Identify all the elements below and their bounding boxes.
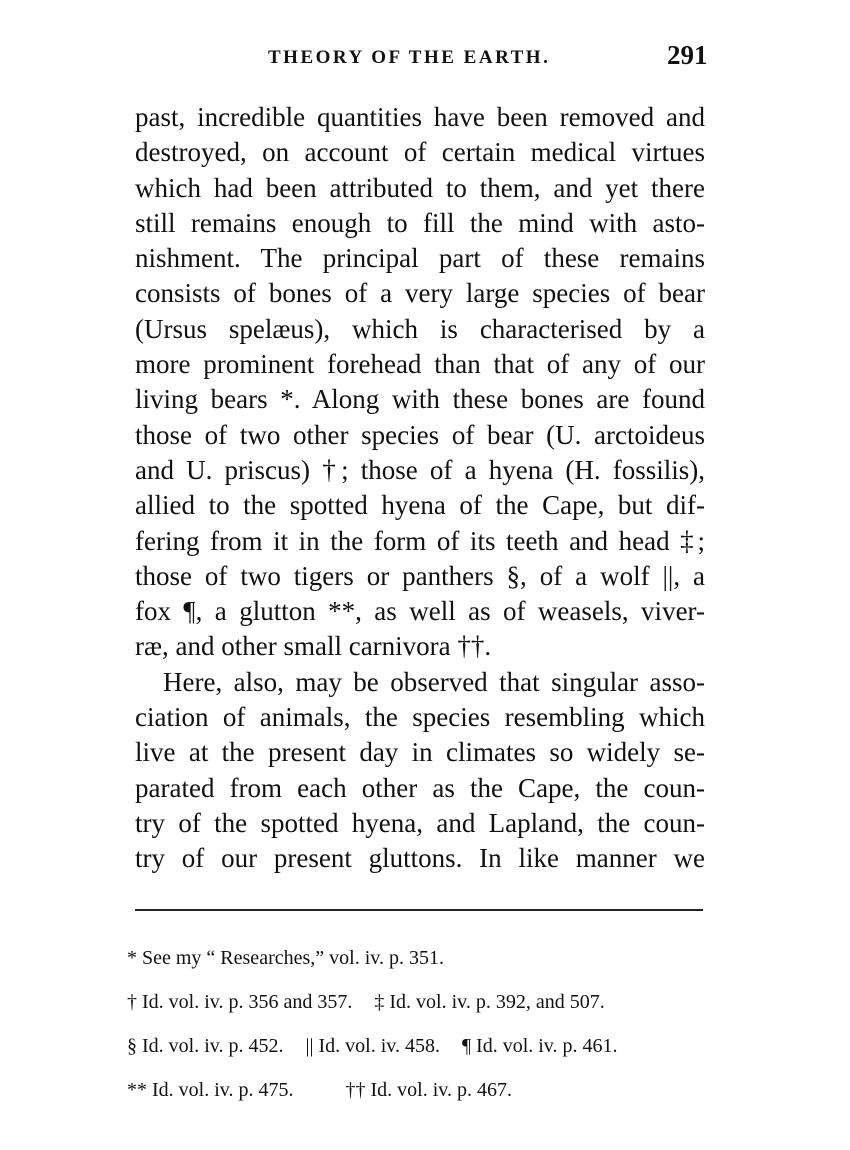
footnote: || Id. vol. iv. 458. — [305, 1035, 440, 1057]
text-line: allied to the spotted hyena of the Cape, but dif- — [135, 490, 705, 521]
footnotes — [127, 941, 727, 1117]
text-line: destroyed, on account of certain medical virtues — [135, 137, 705, 168]
footnote: ‡ Id. vol. iv. p. 392, and 507. — [374, 991, 605, 1013]
paragraph-first-line: Here, also, may be observed that singular asso- — [163, 666, 705, 697]
footnote: § Id. vol. iv. p. 452. — [127, 1035, 284, 1057]
text-line: live at the present day in climates so widely se- — [135, 737, 705, 768]
text-line: fox ¶, a glutton **, as well as of weasels, viver- — [135, 596, 705, 627]
text-line: those of two tigers or panthers §, of a wolf ||, a — [135, 560, 705, 591]
text-line: living bears *. Along with these bones are found — [135, 384, 705, 415]
text-line: parated from each other as the Cape, the coun- — [135, 772, 705, 803]
footnote-line — [127, 941, 727, 985]
text-line: (Ursus spelæus), which is characterised by a — [135, 313, 705, 344]
footnote-line — [127, 1073, 727, 1117]
footnote: ** Id. vol. iv. p. 475. — [127, 1079, 294, 1101]
footnote: †† Id. vol. iv. p. 467. — [345, 1079, 512, 1101]
text-line: those of two other species of bear (U. arctoideus — [135, 419, 705, 450]
text-line: and U. priscus) †; those of a hyena (H. fossilis), — [135, 454, 705, 485]
text-line: past, incredible quantities have been removed and — [135, 102, 705, 132]
footnote: * See my “ Researches,” vol. iv. p. 351. — [127, 947, 444, 969]
footnote: † Id. vol. iv. p. 356 and 357. — [127, 991, 353, 1013]
text-line: fering from it in the form of its teeth and head ‡; — [135, 525, 705, 556]
footnote-line — [127, 985, 727, 1029]
text-line: ciation of animals, the species resembling which — [135, 702, 705, 733]
text-line: try of our present gluttons. In like manner we — [135, 843, 705, 874]
page-number: 291 — [667, 40, 708, 70]
running-title: THEORY OF THE EARTH. — [268, 47, 551, 68]
text-line: which had been attributed to them, and yet there — [135, 172, 705, 203]
text-line: consists of bones of a very large species of bear — [135, 278, 705, 309]
text-line: ræ, and other small carnivora ††. — [135, 631, 492, 662]
body-text — [135, 100, 705, 877]
text-line: nishment. The principal part of these remains — [135, 243, 705, 274]
text-line: try of the spotted hyena, and Lapland, the coun- — [135, 807, 705, 838]
footnote-divider — [135, 909, 703, 911]
text-line: more prominent forehead than that of any of our — [135, 349, 705, 380]
footnote-line — [127, 1029, 727, 1073]
footnote: ¶ Id. vol. iv. p. 461. — [461, 1035, 618, 1057]
text-line: still remains enough to fill the mind with asto- — [135, 207, 705, 238]
